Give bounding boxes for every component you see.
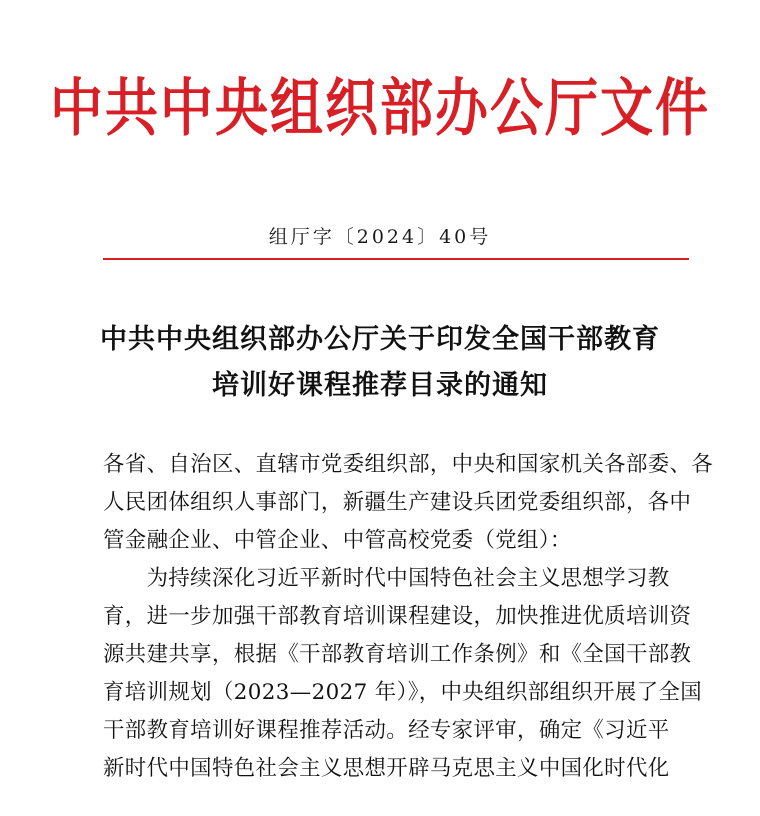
- body-line: 源共建共享，根据《干部教育培训工作条例》和《全国干部教: [103, 642, 692, 667]
- body-line: 为持续深化习近平新时代中国特色社会主义思想学习教: [103, 566, 670, 591]
- red-divider-line: [103, 258, 689, 260]
- body-line: 育培训规划（2023—2027 年）》，中央组织部组织开展了全国: [103, 680, 703, 705]
- body-line: 育，进一步加强干部教育培训课程建设，加快推进优质培训资: [103, 604, 692, 629]
- body-line: 新时代中国特色社会主义思想开辟马克思主义中国化时代化: [103, 756, 670, 781]
- document-number: 组厅字〔2024〕40号: [268, 226, 492, 248]
- body-line: 管金融企业、中管企业、中管高校党委（党组）：: [103, 528, 572, 553]
- body-line: 人民团体组织人事部门，新疆生产建设兵团党委组织部，各中: [103, 490, 692, 515]
- document-title-line-1: 中共中央组织部办公厅关于印发全国干部教育: [100, 324, 660, 355]
- issuer-masthead: 中共中央组织部办公厅文件: [50, 72, 710, 145]
- body-line: 干部教育培训好课程推荐活动。经专家评审，确定《习近平: [103, 718, 670, 743]
- document-title-line-2: 培训好课程推荐目录的通知: [212, 370, 548, 401]
- body-line: 各省、自治区、直辖市党委组织部，中央和国家机关各部委、各: [103, 452, 714, 477]
